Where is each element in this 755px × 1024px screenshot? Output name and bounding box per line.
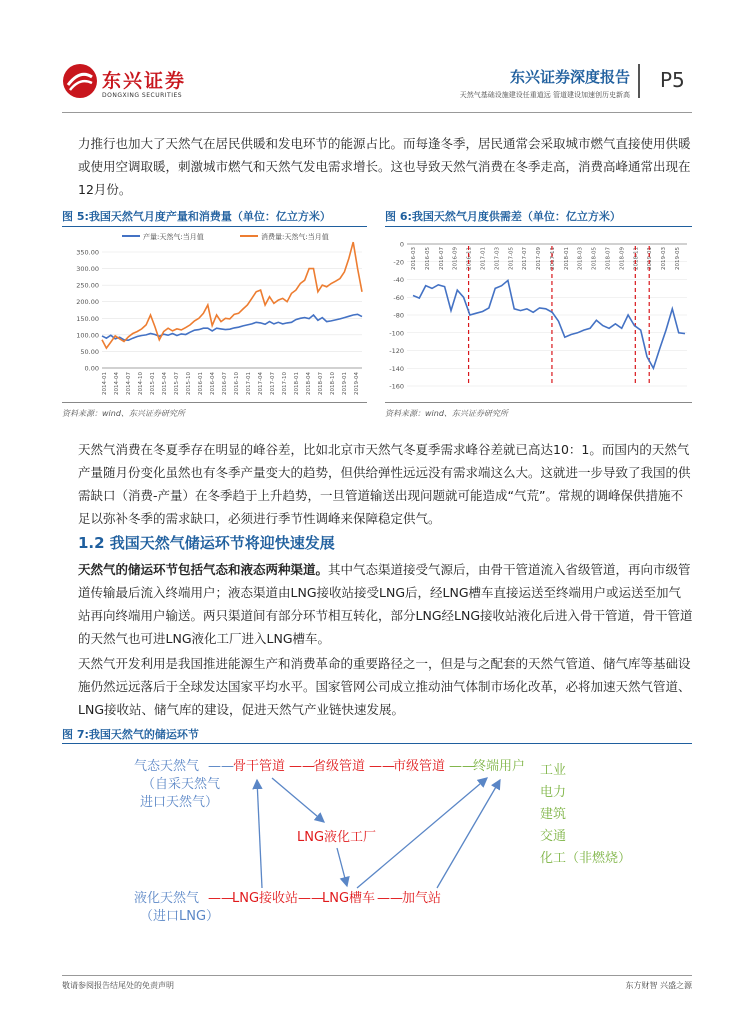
y-tick-label: -20 — [393, 258, 404, 267]
paragraph-3-text: 其中气态渠道接受气源后，由骨干管道流入省级管道，再向市级管道传输最后流入终端用户；液态渠道由LNG接收站接受LNG后，经LNG槽车直接运送至终端用户或运送至加气站再向终端用户输送。两只渠道间有部分环节相互转化，部分LNG经LNG接收站液化后进入骨干管道，骨干管道的天然气也可进LNG液化工厂进入LNG槽车。 — [78, 562, 693, 646]
y-tick-label: -120 — [389, 347, 404, 355]
arrow-liquefaction-to-tanker — [337, 848, 347, 886]
dash-7: —— — [377, 891, 403, 906]
node-lng-liquefaction-plant: LNG液化工厂 — [297, 830, 377, 845]
node-lng-tanker: LNG槽车 — [322, 891, 376, 906]
paragraph-3-lead: 天然气的储运环节包括气态和液态两种渠道。 — [78, 562, 329, 577]
arrow-terminal-to-backbone — [257, 780, 262, 888]
header-rule — [62, 112, 692, 113]
x-tick-label: 2017-05 — [508, 247, 515, 270]
x-tick-label: 2014-01 — [102, 372, 108, 395]
x-tick-label: 2017-01 — [246, 372, 252, 395]
end-use-transport: 交通 — [540, 829, 567, 844]
node-provincial-pipeline: 省级管道 — [313, 759, 366, 774]
x-tick-label: 2018-11 — [633, 247, 640, 270]
end-use-industry: 工业 — [540, 763, 567, 778]
gas-source-line-3: 进口天然气） — [140, 795, 219, 810]
x-tick-label: 2019-01 — [342, 372, 348, 395]
footer-slogan: 东方财智 兴盛之源 — [625, 981, 692, 990]
header-divider — [638, 64, 640, 98]
x-tick-label: 2016-04 — [210, 372, 216, 395]
end-use-chemical: 化工（非燃烧） — [540, 851, 632, 866]
y-tick-label: 200.00 — [76, 298, 99, 307]
x-tick-label: 2016-01 — [198, 372, 204, 395]
arrow-backbone-to-liquefaction — [272, 778, 324, 822]
gas-source-line-1: 气态天然气 — [134, 759, 200, 774]
x-tick-label: 2016-07 — [438, 247, 445, 270]
figure5-bottom-rule — [62, 402, 367, 403]
x-tick-label: 2017-03 — [494, 247, 501, 270]
figure6-source: 资料来源：wind、东兴证券研究所 — [385, 409, 508, 418]
paragraph-3 — [78, 558, 693, 650]
dash-3: —— — [369, 759, 395, 774]
x-tick-label: 2015-01 — [150, 372, 156, 395]
figure5-source: 资料来源：wind、东兴证券研究所 — [62, 409, 185, 418]
y-tick-label: -140 — [389, 364, 404, 373]
figure6-bottom-rule — [385, 402, 692, 403]
legend-label: 消费量:天然气:当月值 — [261, 233, 329, 241]
dash-5: —— — [208, 891, 234, 906]
y-tick-label: 300.00 — [76, 265, 99, 274]
node-municipal-pipeline: 市级管道 — [393, 759, 446, 774]
y-tick-label: 0 — [399, 240, 404, 249]
y-tick-label: -40 — [393, 276, 404, 284]
y-tick-label: 150.00 — [76, 314, 99, 323]
x-tick-label: 2017-11 — [549, 247, 556, 270]
node-end-user: 终端用户 — [473, 759, 526, 774]
y-tick-label: -160 — [389, 382, 404, 391]
section-title: 1.2 我国天然气储运环节将迎快速发展 — [78, 534, 335, 552]
node-backbone-pipeline: 骨干管道 — [233, 759, 286, 774]
y-tick-label: -60 — [393, 293, 404, 302]
x-tick-label: 2017-07 — [522, 247, 529, 270]
end-use-building: 建筑 — [540, 807, 567, 822]
figure6-rule — [385, 226, 692, 227]
liquid-source-line-2: （进口LNG） — [140, 909, 220, 924]
figure7-diagram — [62, 748, 692, 958]
x-tick-label: 2014-04 — [114, 372, 120, 395]
x-tick-label: 2016-05 — [424, 247, 431, 270]
x-tick-label: 2015-07 — [174, 372, 180, 395]
series-line-2 — [102, 242, 362, 348]
paragraph-4-text: 天然气开发利用是我国推进能源生产和消费革命的重要路径之一，但是与之配套的天然气管道、储气库等基础设施仍然远远落后于全球发达国家平均水平。国家管网公司成立推动油气体制市场化改革，必将加速天然气管道、LNG接收站、储气库的建设，促进天然气产业链快速发展。 — [78, 656, 691, 717]
figure6-chart — [385, 230, 692, 400]
figure7-title: 图 7:我国天然气的储运环节 — [62, 728, 199, 741]
legend-label: 产量:天然气:当月值 — [143, 233, 204, 241]
liquid-source-line-1: 液化天然气 — [134, 891, 200, 906]
x-tick-label: 2018-01 — [563, 247, 570, 270]
x-tick-label: 2016-07 — [222, 372, 228, 395]
company-logo-icon — [62, 63, 98, 99]
intro-text: 力推行也加大了天然气在居民供暖和发电环节的能源占比。而每逢冬季，居民通常会采取城市燃气直接使用供暖或使用空调取暖，刺激城市燃气和天然气发电需求增长。这也导致天然气消费在冬季走高，消费高峰通常出现在12月份。 — [78, 136, 691, 197]
x-tick-label: 2019-01 — [647, 247, 654, 270]
x-tick-label: 2017-10 — [282, 372, 288, 395]
intro-paragraph — [78, 132, 693, 201]
x-tick-label: 2016-11 — [466, 247, 473, 270]
figure5-rule — [62, 226, 367, 227]
dash-1: —— — [208, 759, 234, 774]
figure5-chart — [62, 230, 367, 400]
x-tick-label: 2019-03 — [661, 247, 668, 270]
x-tick-label: 2017-09 — [536, 247, 543, 270]
x-tick-label: 2018-09 — [619, 247, 626, 270]
x-tick-label: 2018-10 — [330, 372, 336, 395]
series-line-1 — [413, 280, 685, 368]
x-tick-label: 2014-10 — [138, 372, 144, 395]
x-tick-label: 2019-04 — [354, 372, 360, 395]
figure7-rule — [62, 743, 692, 744]
dash-4: —— — [449, 759, 475, 774]
x-tick-label: 2019-05 — [675, 247, 681, 270]
footer-disclaimer: 敬请参阅报告结尾处的免责声明 — [62, 981, 174, 990]
end-use-power: 电力 — [540, 785, 567, 800]
node-filling-station: 加气站 — [402, 891, 442, 906]
footer-rule — [62, 975, 692, 976]
x-tick-label: 2018-03 — [577, 247, 584, 270]
paragraph-2 — [78, 438, 693, 530]
x-tick-label: 2016-03 — [411, 247, 417, 270]
page-number: P5 — [660, 68, 685, 92]
x-tick-label: 2015-10 — [186, 372, 192, 395]
figure5-title: 图 5:我国天然气月度产量和消费量（单位：亿立方米） — [62, 210, 331, 223]
arrow-tanker-to-end-user — [357, 778, 487, 888]
report-title: 东兴证券深度报告 — [509, 68, 630, 86]
x-tick-label: 2016-10 — [234, 372, 240, 395]
arrow-station-to-end-user — [437, 780, 500, 888]
y-tick-label: 100.00 — [76, 331, 99, 340]
x-tick-label: 2018-04 — [306, 372, 312, 395]
figure6-title: 图 6:我国天然气月度供需差（单位：亿立方米） — [385, 210, 621, 223]
y-tick-label: 350.00 — [76, 248, 99, 257]
x-tick-label: 2018-01 — [294, 372, 300, 395]
y-tick-label: -100 — [389, 329, 404, 338]
x-tick-label: 2015-04 — [162, 372, 168, 395]
x-tick-label: 2017-07 — [270, 372, 276, 395]
y-tick-label: 50.00 — [80, 347, 99, 356]
logo-name: 东兴证券 — [102, 70, 187, 92]
x-tick-label: 2016-09 — [452, 247, 459, 270]
node-lng-terminal: LNG接收站 — [232, 891, 299, 906]
y-tick-label: 0.00 — [84, 364, 99, 373]
report-subtitle: 天然气基础设施建设任重道远 管道建设加速创历史新高 — [459, 91, 630, 99]
x-tick-label: 2018-07 — [605, 247, 612, 270]
x-tick-label: 2017-01 — [480, 247, 487, 270]
x-tick-label: 2017-04 — [258, 372, 264, 395]
logo-english: DONGXING SECURITIES — [102, 92, 183, 99]
dash-6: —— — [298, 891, 324, 906]
x-tick-label: 2018-07 — [318, 372, 324, 395]
dash-2: —— — [289, 759, 315, 774]
x-tick-label: 2014-07 — [126, 372, 132, 395]
x-tick-label: 2018-05 — [591, 247, 598, 270]
paragraph-4 — [78, 652, 693, 721]
y-tick-label: -80 — [393, 311, 404, 320]
paragraph-2-text: 天然气消费在冬夏季存在明显的峰谷差，比如北京市天然气冬夏季需求峰谷差就已高达10：1。而国内的天然气产量随月份变化虽然也有冬季产量变大的趋势，但供给弹性远远没有需求端这么大。这就进一步导致了我国的供需缺口（消费-产量）在冬季趋于上升趋势，一旦管道输送出现问题就可能造成“气荒”。常规的调峰保供措施不足以弥补冬季的需求缺口，必须进行季节性调峰来保障稳定供气。 — [78, 442, 691, 526]
y-tick-label: 250.00 — [76, 281, 99, 290]
gas-source-line-2: （自采天然气 — [142, 777, 221, 792]
